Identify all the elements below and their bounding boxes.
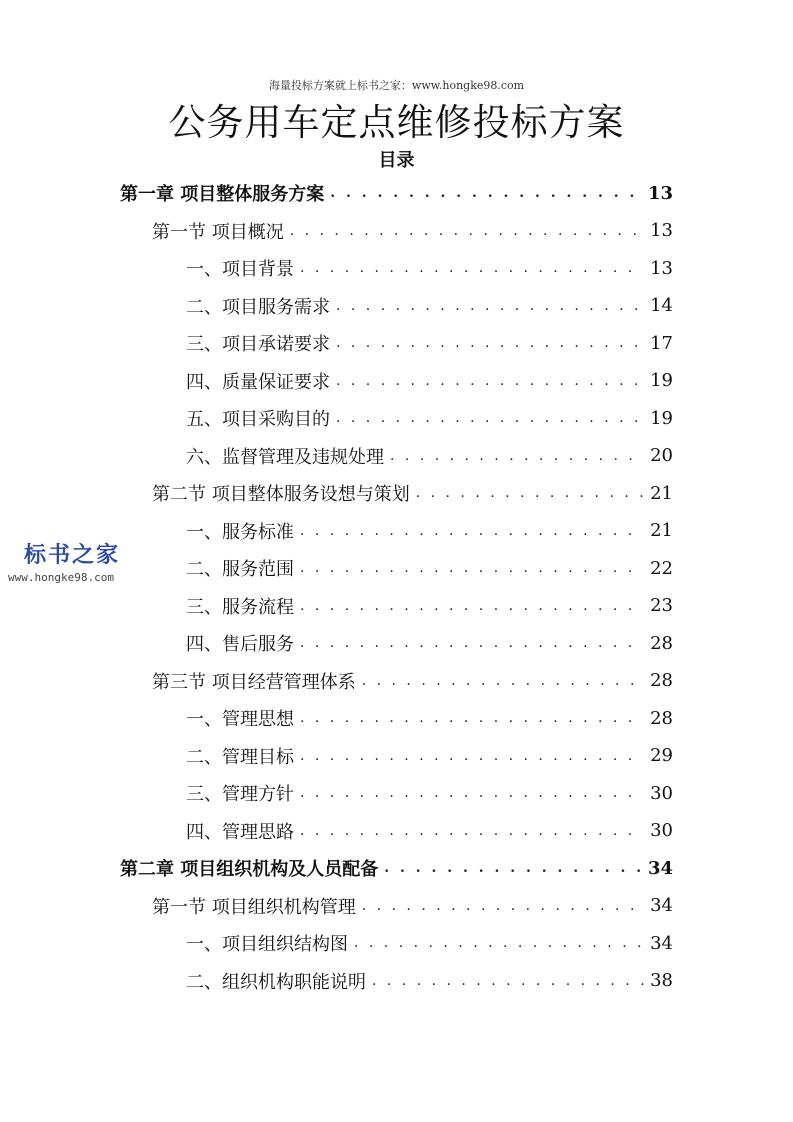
toc-leader-dots — [300, 260, 644, 276]
toc-entry-page: 28 — [650, 670, 673, 691]
toc-entry[interactable] — [152, 663, 673, 699]
toc-entry[interactable] — [152, 475, 673, 511]
toc-entry-label: 第一节 项目组织机构管理 — [152, 896, 356, 918]
toc-entry-page: 22 — [650, 557, 673, 579]
toc-leader-dots — [300, 823, 644, 839]
toc-entry[interactable] — [120, 850, 673, 886]
toc-leader-dots — [372, 973, 644, 989]
toc-entry-page: 21 — [650, 520, 673, 541]
watermark — [8, 538, 158, 584]
toc-entry[interactable] — [186, 550, 673, 586]
toc-entry-label: 三、管理方针 — [186, 784, 294, 805]
toc-entry-page: 29 — [650, 745, 673, 766]
toc-entry[interactable] — [186, 775, 673, 811]
toc-entry[interactable] — [186, 438, 673, 474]
toc-entry-label: 二、组织机构职能说明 — [186, 971, 366, 993]
toc-entry-label: 一、项目组织结构图 — [186, 934, 348, 955]
toc-leader-dots — [300, 710, 644, 726]
toc-leader-dots — [300, 598, 644, 614]
toc-entry[interactable] — [186, 363, 673, 399]
toc-entry-page: 13 — [650, 257, 673, 279]
toc-entry-page: 13 — [650, 220, 673, 241]
toc-entry-page: 30 — [650, 782, 673, 804]
toc-entry-page: 28 — [650, 632, 673, 654]
toc-entry-page: 34 — [650, 895, 673, 916]
toc-leader-dots — [336, 335, 644, 351]
page-header: 海量投标方案就上标书之家：www.hongke98.com — [268, 79, 525, 92]
toc-leader-dots — [362, 673, 644, 689]
toc-leader-dots — [290, 223, 644, 239]
toc-entry-page: 19 — [650, 370, 673, 391]
toc-entry-label: 一、项目背景 — [186, 259, 294, 280]
watermark-logo: 标书之家 — [24, 543, 121, 568]
toc-entry-label: 一、管理思想 — [186, 709, 294, 730]
toc-entry-label: 六、监督管理及违规处理 — [186, 446, 384, 468]
toc-leader-dots — [416, 485, 644, 501]
toc-entry[interactable] — [186, 513, 673, 549]
toc-entry[interactable] — [186, 925, 673, 961]
toc-leader-dots — [362, 898, 644, 914]
toc-entry-label: 三、项目承诺要求 — [186, 334, 330, 355]
toc-entry-label: 四、质量保证要求 — [186, 371, 330, 393]
toc-entry-label: 第二节 项目整体服务设想与策划 — [152, 484, 410, 505]
toc-entry[interactable] — [186, 700, 673, 736]
toc-entry[interactable] — [120, 175, 673, 211]
toc-leader-dots — [300, 748, 644, 764]
toc-entry-page: 20 — [650, 445, 673, 466]
toc-entry-label: 二、服务范围 — [186, 559, 294, 580]
toc-entry-page: 17 — [650, 332, 673, 354]
toc-leader-dots — [336, 298, 644, 314]
toc-entry-page: 13 — [647, 182, 673, 204]
toc-leader-dots — [390, 448, 644, 464]
toc-entry-page: 28 — [650, 707, 673, 729]
toc-entry-page: 21 — [650, 482, 673, 504]
toc-entry[interactable] — [152, 888, 673, 924]
toc-entry[interactable] — [186, 963, 673, 999]
toc-entry-page: 30 — [650, 820, 673, 841]
toc-entry-label: 五、项目采购目的 — [186, 409, 330, 430]
toc-entry[interactable] — [186, 813, 673, 849]
toc-entry-page: 34 — [647, 857, 673, 879]
toc-entry-label: 一、服务标准 — [186, 521, 294, 543]
toc-leader-dots — [354, 935, 644, 951]
toc-entry[interactable] — [152, 213, 673, 249]
toc-entry-page: 34 — [650, 932, 673, 954]
toc-entry-label: 第三节 项目经营管理体系 — [152, 671, 356, 693]
toc-leader-dots — [336, 410, 644, 426]
toc-leader-dots — [300, 785, 644, 801]
toc-entry[interactable] — [186, 250, 673, 286]
toc-leader-dots — [300, 635, 644, 651]
toc-leader-dots — [336, 373, 644, 389]
toc-leader-dots — [300, 523, 644, 539]
watermark-url: www.hongke98.com — [8, 571, 114, 584]
toc-entry-label: 四、管理思路 — [186, 821, 294, 843]
toc-entry[interactable] — [186, 588, 673, 624]
toc-entry-page: 19 — [650, 407, 673, 429]
toc-entry-label: 第一节 项目概况 — [152, 221, 284, 243]
toc-entry[interactable] — [186, 625, 673, 661]
toc-leader-dots — [384, 860, 642, 876]
document-title: 公务用车定点维修投标方案 — [168, 101, 625, 144]
toc-entry-page: 14 — [650, 295, 673, 316]
toc-entry[interactable] — [186, 400, 673, 436]
toc-heading: 目录 — [378, 150, 415, 171]
toc-entry-label: 三、服务流程 — [186, 596, 294, 618]
toc-entry-label: 二、管理目标 — [186, 746, 294, 768]
toc-leader-dots — [330, 185, 642, 201]
toc-entry-label: 第一章 项目整体服务方案 — [120, 184, 325, 205]
toc-entry-page: 38 — [650, 970, 673, 991]
toc-entry[interactable] — [186, 738, 673, 774]
toc-entry[interactable] — [186, 325, 673, 361]
toc-entry-label: 第二章 项目组织机构及人员配备 — [120, 859, 379, 880]
toc-leader-dots — [300, 560, 644, 576]
toc-entry-label: 二、项目服务需求 — [186, 296, 330, 318]
toc-entry-page: 23 — [650, 595, 673, 616]
toc-entry-label: 四、售后服务 — [186, 634, 294, 655]
toc-entry[interactable] — [186, 288, 673, 324]
